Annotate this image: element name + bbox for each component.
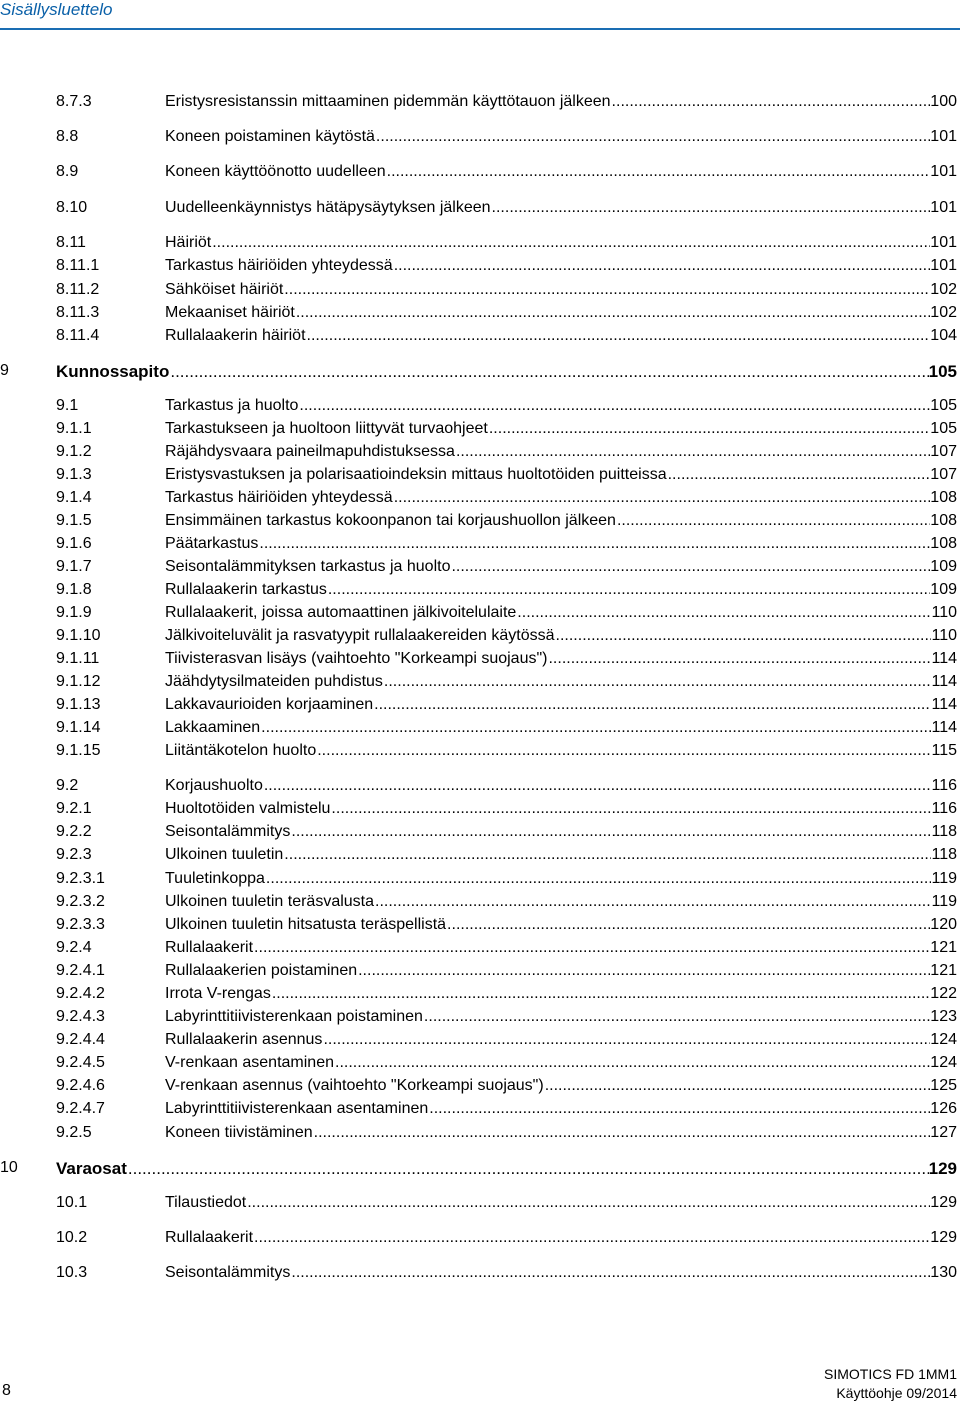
toc-entry-title: Tarkastus häiriöiden yhteydessä bbox=[165, 257, 393, 274]
toc-entry-title: Tarkastus ja huolto bbox=[165, 397, 299, 414]
toc-leader-dots bbox=[492, 199, 931, 217]
toc-entry-page: 127 bbox=[930, 1124, 957, 1141]
toc-entry[interactable] bbox=[0, 846, 960, 868]
toc-entry-title: Räjähdysvaara paineilmapuhdistuksessa bbox=[165, 443, 455, 460]
toc-entry[interactable] bbox=[0, 1194, 960, 1216]
toc-entry-page: 109 bbox=[930, 581, 957, 598]
toc-leader-dots bbox=[266, 870, 932, 888]
toc-leader-dots bbox=[284, 281, 930, 299]
toc-entry[interactable] bbox=[0, 362, 960, 384]
toc-entry-line bbox=[165, 962, 957, 980]
toc-entry-line bbox=[165, 420, 957, 438]
toc-entry[interactable] bbox=[0, 985, 960, 1007]
toc-leader-dots bbox=[254, 1229, 930, 1247]
toc-entry[interactable] bbox=[0, 581, 960, 603]
toc-entry[interactable] bbox=[0, 916, 960, 938]
toc-entry-line bbox=[165, 1054, 957, 1072]
toc-entry-page: 102 bbox=[930, 304, 957, 321]
toc-entry-title: V-renkaan asentaminen bbox=[165, 1054, 334, 1071]
toc-entry[interactable] bbox=[0, 466, 960, 488]
toc-entry-page: 107 bbox=[930, 466, 957, 483]
toc-entry-line bbox=[165, 581, 957, 599]
toc-entry-title: Tarkastus häiriöiden yhteydessä bbox=[165, 489, 393, 506]
toc-entry-number: 9.2.5 bbox=[56, 1124, 92, 1141]
toc-entry-line bbox=[165, 1077, 957, 1095]
toc-entry-number: 9.2.4.3 bbox=[56, 1008, 105, 1025]
toc-entry-line bbox=[165, 199, 957, 217]
toc-entry-title: Tuuletinkoppa bbox=[165, 870, 265, 887]
toc-entry-number: 9.1.5 bbox=[56, 512, 92, 529]
toc-entry-title: Koneen käyttöönotto uudelleen bbox=[165, 163, 386, 180]
toc-leader-dots bbox=[612, 93, 931, 111]
toc-entry-page: 101 bbox=[930, 163, 957, 180]
toc-entry-title: Labyrinttitiivisterenkaan asentaminen bbox=[165, 1100, 429, 1117]
toc-entry-line bbox=[56, 362, 957, 382]
header-divider bbox=[0, 28, 960, 30]
toc-entry[interactable] bbox=[0, 673, 960, 695]
toc-entry-title: V-renkaan asennus (vaihtoehto "Korkeampi suojaus") bbox=[165, 1077, 544, 1094]
toc-entry-title: Häiriöt bbox=[165, 234, 212, 251]
toc-entry-line bbox=[165, 535, 957, 553]
toc-entry-page: 121 bbox=[930, 962, 957, 979]
toc-entry-line bbox=[165, 604, 957, 622]
toc-entry-page: 110 bbox=[931, 627, 957, 644]
toc-entry[interactable] bbox=[0, 420, 960, 442]
toc-entry-title: Kunnossapito bbox=[56, 362, 170, 381]
toc-entry-number: 9.1.11 bbox=[56, 650, 100, 667]
toc-entry-line bbox=[165, 742, 957, 760]
toc-entry-title: Eristysvastuksen ja polarisaatioindeksin mittaus huoltotöiden puitteissa bbox=[165, 466, 667, 483]
toc-entry-number: 9.1.13 bbox=[56, 696, 101, 713]
toc-entry-title: Irrota V-rengas bbox=[165, 985, 271, 1002]
toc-entry[interactable] bbox=[0, 893, 960, 915]
toc-entry-number: 8.11 bbox=[56, 234, 86, 251]
toc-leader-dots bbox=[314, 1124, 931, 1142]
toc-entry-page: 130 bbox=[930, 1264, 957, 1281]
toc-entry-line bbox=[165, 512, 957, 530]
toc-entry-number: 9.2.2 bbox=[56, 823, 92, 840]
toc-entry-title: Ulkoinen tuuletin bbox=[165, 846, 284, 863]
toc-entry-title: Tiivisterasvan lisäys (vaihtoehto "Korkeampi suojaus") bbox=[165, 650, 548, 667]
toc-entry-number: 9.1.2 bbox=[56, 443, 92, 460]
toc-entry-title: Lakkavaurioiden korjaaminen bbox=[165, 696, 374, 713]
toc-leader-dots bbox=[170, 362, 928, 382]
toc-entry[interactable] bbox=[0, 1054, 960, 1076]
toc-leader-dots bbox=[617, 512, 930, 530]
toc-entry[interactable] bbox=[0, 281, 960, 303]
toc-entry-title: Sähköiset häiriöt bbox=[165, 281, 284, 298]
toc-entry-page: 108 bbox=[930, 512, 957, 529]
toc-leader-dots bbox=[259, 535, 930, 553]
toc-entry-number: 9.2.4.7 bbox=[56, 1100, 105, 1117]
toc-entry[interactable] bbox=[0, 234, 960, 256]
toc-leader-dots bbox=[376, 128, 930, 146]
toc-entry-page: 129 bbox=[930, 1194, 957, 1211]
toc-entry[interactable] bbox=[0, 512, 960, 534]
toc-entry-line bbox=[165, 128, 957, 146]
toc-entry[interactable] bbox=[0, 962, 960, 984]
toc-entry-line bbox=[165, 281, 957, 299]
toc-entry-line bbox=[165, 800, 957, 818]
toc-leader-dots bbox=[291, 823, 931, 841]
toc-entry-number: 8.11.4 bbox=[56, 327, 100, 344]
toc-leader-dots bbox=[556, 627, 932, 645]
toc-leader-dots bbox=[291, 1264, 930, 1282]
toc-entry[interactable] bbox=[0, 93, 960, 115]
toc-leader-dots bbox=[374, 696, 931, 714]
toc-leader-dots bbox=[429, 1100, 930, 1118]
toc-entry[interactable] bbox=[0, 199, 960, 221]
toc-entry-title: Seisontalämmitys bbox=[165, 1264, 291, 1281]
toc-entry-title: Uudelleenkäynnistys hätäpysäytyksen jälkeen bbox=[165, 199, 491, 216]
toc-entry-page: 124 bbox=[930, 1031, 957, 1048]
toc-leader-dots bbox=[264, 777, 932, 795]
toc-leader-dots bbox=[489, 420, 930, 438]
toc-entry-line bbox=[165, 304, 957, 322]
toc-entry-line bbox=[165, 1194, 957, 1212]
toc-entry-number: 9.2.3.1 bbox=[56, 870, 105, 887]
toc-entry-page: 105 bbox=[930, 420, 957, 437]
footer-page-number: 8 bbox=[2, 1382, 11, 1399]
toc-entry[interactable] bbox=[0, 823, 960, 845]
footer-doc-edition: Käyttöohje 09/2014 bbox=[836, 1385, 957, 1401]
toc-entry-page: 108 bbox=[930, 489, 957, 506]
toc-entry-number: 9.2.3 bbox=[56, 846, 92, 863]
toc-entry-page: 129 bbox=[928, 1159, 957, 1178]
toc-entry-page: 105 bbox=[930, 397, 957, 414]
toc-leader-dots bbox=[307, 327, 931, 345]
toc-entry-title: Ulkoinen tuuletin hitsatusta teräspellistä bbox=[165, 916, 447, 933]
toc-entry-number: 9.1.14 bbox=[56, 719, 101, 736]
toc-entry[interactable] bbox=[0, 304, 960, 326]
toc-entry-page: 119 bbox=[931, 870, 957, 887]
toc-entry[interactable] bbox=[0, 1159, 960, 1181]
toc-entry-number: 10 bbox=[0, 1159, 18, 1176]
toc-entry-line bbox=[165, 939, 957, 957]
toc-entry[interactable] bbox=[0, 1008, 960, 1030]
toc-entry-page: 124 bbox=[930, 1054, 957, 1071]
toc-entry-title: Rullalaakerit, joissa automaattinen jälkivoitelulaite bbox=[165, 604, 517, 621]
toc-entry-page: 104 bbox=[930, 327, 957, 344]
toc-entry-number: 9.1.10 bbox=[56, 627, 101, 644]
toc-entry-line bbox=[165, 1031, 957, 1049]
toc-leader-dots bbox=[128, 1159, 929, 1179]
toc-entry-line bbox=[165, 93, 957, 111]
toc-leader-dots bbox=[328, 581, 930, 599]
toc-entry-page: 115 bbox=[931, 742, 957, 759]
toc-entry-number: 9.1.7 bbox=[56, 558, 92, 575]
toc-entry-page: 126 bbox=[930, 1100, 957, 1117]
toc-entry-line bbox=[165, 1264, 957, 1282]
toc-entry-title: Korjaushuolto bbox=[165, 777, 263, 794]
toc-leader-dots bbox=[261, 719, 931, 737]
toc-entry-line bbox=[165, 673, 957, 691]
toc-entry-number: 9.1.15 bbox=[56, 742, 101, 759]
toc-entry-number: 10.2 bbox=[56, 1229, 88, 1246]
toc-leader-dots bbox=[247, 1194, 930, 1212]
toc-leader-dots bbox=[296, 304, 930, 322]
toc-entry[interactable] bbox=[0, 163, 960, 185]
toc-entry-line bbox=[56, 1159, 957, 1179]
toc-entry-number: 9.2.4.1 bbox=[56, 962, 105, 979]
toc-entry-page: 129 bbox=[930, 1229, 957, 1246]
toc-entry[interactable] bbox=[0, 870, 960, 892]
toc-entry-title: Rullalaakerin tarkastus bbox=[165, 581, 327, 598]
toc-entry-number: 9.1.6 bbox=[56, 535, 92, 552]
toc-entry-title: Päätarkastus bbox=[165, 535, 259, 552]
toc-leader-dots bbox=[212, 234, 930, 252]
toc-entry-line bbox=[165, 1124, 957, 1142]
toc-entry-page: 114 bbox=[931, 673, 957, 690]
toc-entry-line bbox=[165, 397, 957, 415]
toc-entry[interactable] bbox=[0, 128, 960, 150]
toc-entry-line bbox=[165, 870, 957, 888]
toc-entry-number: 9.1.1 bbox=[56, 420, 92, 437]
toc-entry-number: 8.8 bbox=[56, 128, 79, 145]
toc-entry-page: 120 bbox=[930, 916, 957, 933]
toc-leader-dots bbox=[358, 962, 930, 980]
toc-entry-page: 105 bbox=[928, 362, 957, 381]
toc-leader-dots bbox=[331, 800, 931, 818]
toc-entry-line bbox=[165, 916, 957, 934]
toc-entry-page: 116 bbox=[931, 800, 957, 817]
toc-entry-line bbox=[165, 777, 957, 795]
toc-entry-line bbox=[165, 650, 957, 668]
toc-entry[interactable] bbox=[0, 397, 960, 419]
toc-entry-line bbox=[165, 163, 957, 181]
toc-entry-number: 9.2.4 bbox=[56, 939, 92, 956]
toc-entry-line bbox=[165, 1008, 957, 1026]
toc-entry-number: 8.11.1 bbox=[56, 257, 100, 274]
toc-entry-line bbox=[165, 823, 957, 841]
toc-leader-dots bbox=[456, 443, 930, 461]
toc-leader-dots bbox=[384, 673, 932, 691]
toc-entry-page: 114 bbox=[931, 696, 957, 713]
toc-entry-number: 9.2.4.5 bbox=[56, 1054, 105, 1071]
toc-leader-dots bbox=[323, 1031, 930, 1049]
toc-entry-page: 114 bbox=[931, 719, 957, 736]
toc-entry-number: 9.2 bbox=[56, 777, 79, 794]
toc-entry[interactable] bbox=[0, 1264, 960, 1286]
toc-entry-title: Tarkastukseen ja huoltoon liittyvät turvaohjeet bbox=[165, 420, 488, 437]
toc-entry-page: 122 bbox=[930, 985, 957, 1002]
toc-entry[interactable] bbox=[0, 650, 960, 672]
toc-entry-page: 118 bbox=[931, 823, 957, 840]
toc-entry-page: 101 bbox=[930, 234, 957, 251]
toc-entry-line bbox=[165, 719, 957, 737]
toc-entry-number: 8.9 bbox=[56, 163, 79, 180]
toc-entry-page: 102 bbox=[930, 281, 957, 298]
toc-entry-title: Mekaaniset häiriöt bbox=[165, 304, 295, 321]
toc-entry[interactable] bbox=[0, 489, 960, 511]
toc-entry-line bbox=[165, 893, 957, 911]
toc-entry[interactable] bbox=[0, 1100, 960, 1122]
toc-entry-page: 109 bbox=[930, 558, 957, 575]
toc-entry-title: Koneen tiivistäminen bbox=[165, 1124, 313, 1141]
toc-entry[interactable] bbox=[0, 327, 960, 349]
toc-leader-dots bbox=[375, 893, 931, 911]
toc-leader-dots bbox=[545, 1077, 931, 1095]
toc-entry-line bbox=[165, 257, 957, 275]
toc-entry-line bbox=[165, 443, 957, 461]
toc-leader-dots bbox=[668, 466, 931, 484]
toc-leader-dots bbox=[387, 163, 931, 181]
toc-entry-number: 9.1.4 bbox=[56, 489, 92, 506]
toc-entry[interactable] bbox=[0, 939, 960, 961]
toc-entry[interactable] bbox=[0, 1229, 960, 1251]
toc-leader-dots bbox=[517, 604, 931, 622]
toc-entry-page: 119 bbox=[931, 893, 957, 910]
toc-entry-line bbox=[165, 489, 957, 507]
toc-entry-title: Seisontalämmitys bbox=[165, 823, 291, 840]
toc-leader-dots bbox=[284, 846, 931, 864]
toc-entry-page: 121 bbox=[930, 939, 957, 956]
toc-entry-number: 9.2.3.2 bbox=[56, 893, 105, 910]
toc-entry-number: 9.2.4.4 bbox=[56, 1031, 105, 1048]
toc-leader-dots bbox=[394, 489, 931, 507]
toc-entry[interactable] bbox=[0, 604, 960, 626]
toc-leader-dots bbox=[394, 257, 931, 275]
toc-leader-dots bbox=[272, 985, 930, 1003]
toc-entry-page: 114 bbox=[931, 650, 957, 667]
toc-entry-title: Tilaustiedot bbox=[165, 1194, 247, 1211]
toc-entry-number: 9.1.12 bbox=[56, 673, 101, 690]
toc-entry-title: Labyrinttitiivisterenkaan poistaminen bbox=[165, 1008, 423, 1025]
toc-entry-title: Ensimmäinen tarkastus kokoonpanon tai korjaushuollon jälkeen bbox=[165, 512, 616, 529]
footer-product: SIMOTICS FD 1MM1 bbox=[823, 1366, 957, 1382]
toc-entry-line bbox=[165, 558, 957, 576]
toc-entry-number: 9.1 bbox=[56, 397, 79, 414]
toc-entry[interactable] bbox=[0, 1124, 960, 1146]
toc-entry-title: Koneen poistaminen käytöstä bbox=[165, 128, 375, 145]
toc-leader-dots bbox=[317, 742, 931, 760]
toc-entry-line bbox=[165, 985, 957, 1003]
toc-entry-page: 101 bbox=[930, 199, 957, 216]
toc-entry-number: 9 bbox=[0, 362, 9, 379]
toc-entry-line bbox=[165, 627, 957, 645]
toc-entry-page: 116 bbox=[931, 777, 957, 794]
toc-entry-page: 118 bbox=[931, 846, 957, 863]
toc-leader-dots bbox=[424, 1008, 930, 1026]
toc-entry[interactable] bbox=[0, 696, 960, 718]
toc-entry-page: 123 bbox=[930, 1008, 957, 1025]
toc-entry[interactable] bbox=[0, 627, 960, 649]
toc-entry-title: Eristysresistanssin mittaaminen pidemmän käyttötauon jälkeen bbox=[165, 93, 611, 110]
toc-entry-title: Lakkaaminen bbox=[165, 719, 261, 736]
toc-entry[interactable] bbox=[0, 558, 960, 580]
toc-leader-dots bbox=[254, 939, 930, 957]
toc-entry-title: Huoltotöiden valmistelu bbox=[165, 800, 331, 817]
toc-entry-title: Ulkoinen tuuletin teräsvalusta bbox=[165, 893, 375, 910]
toc-entry[interactable] bbox=[0, 535, 960, 557]
toc-entry-title: Rullalaakerin asennus bbox=[165, 1031, 323, 1048]
toc-entry[interactable] bbox=[0, 257, 960, 279]
toc-entry-number: 8.7.3 bbox=[56, 93, 92, 110]
toc-entry-number: 9.2.4.2 bbox=[56, 985, 105, 1002]
toc-entry-title: Jälkivoiteluvälit ja rasvatyypit rullalaakereiden käytössä bbox=[165, 627, 555, 644]
toc-entry[interactable] bbox=[0, 1077, 960, 1099]
toc-entry-number: 8.10 bbox=[56, 199, 88, 216]
toc-leader-dots bbox=[451, 558, 930, 576]
toc-entry-page: 125 bbox=[930, 1077, 957, 1094]
toc-entry-title: Rullalaakerin häiriöt bbox=[165, 327, 306, 344]
toc-entry-number: 10.3 bbox=[56, 1264, 88, 1281]
toc-entry-number: 9.1.9 bbox=[56, 604, 92, 621]
toc-entry-page: 107 bbox=[930, 443, 957, 460]
toc-entry[interactable] bbox=[0, 443, 960, 465]
toc-entry[interactable] bbox=[0, 742, 960, 764]
toc-entry-title: Rullalaakerit bbox=[165, 1229, 254, 1246]
toc-entry-title: Rullalaakerien poistaminen bbox=[165, 962, 358, 979]
toc-entry[interactable] bbox=[0, 777, 960, 799]
toc-entry-number: 9.1.3 bbox=[56, 466, 92, 483]
toc-entry-number: 9.2.1 bbox=[56, 800, 92, 817]
toc-entry-line bbox=[165, 327, 957, 345]
toc-entry-title: Varaosat bbox=[56, 1159, 127, 1178]
page-header-title: Sisällysluettelo bbox=[0, 0, 113, 19]
toc-entry-line bbox=[165, 1100, 957, 1118]
toc-entry-line bbox=[165, 234, 957, 252]
toc-entry[interactable] bbox=[0, 719, 960, 741]
toc-leader-dots bbox=[299, 397, 930, 415]
toc-entry-number: 8.11.2 bbox=[56, 281, 100, 298]
toc-entry-line bbox=[165, 696, 957, 714]
toc-leader-dots bbox=[447, 916, 930, 934]
toc-entry-title: Seisontalämmityksen tarkastus ja huolto bbox=[165, 558, 451, 575]
toc-entry-title: Jäähdytysilmateiden puhdistus bbox=[165, 673, 383, 690]
toc-entry-page: 100 bbox=[930, 93, 957, 110]
toc-entry-line bbox=[165, 1229, 957, 1247]
toc-entry-title: Liitäntäkotelon huolto bbox=[165, 742, 317, 759]
toc-entry-number: 9.2.4.6 bbox=[56, 1077, 105, 1094]
toc-entry-line bbox=[165, 846, 957, 864]
toc-leader-dots bbox=[335, 1054, 930, 1072]
toc-leader-dots bbox=[548, 650, 931, 668]
toc-entry-page: 101 bbox=[930, 257, 957, 274]
footer-document-info bbox=[824, 1365, 957, 1403]
toc-entry-page: 101 bbox=[930, 128, 957, 145]
toc-entry[interactable] bbox=[0, 1031, 960, 1053]
toc-entry-number: 9.2.3.3 bbox=[56, 916, 105, 933]
toc-entry[interactable] bbox=[0, 800, 960, 822]
toc-entry-number: 9.1.8 bbox=[56, 581, 92, 598]
toc-entry-number: 8.11.3 bbox=[56, 304, 100, 321]
toc-entry-title: Rullalaakerit bbox=[165, 939, 254, 956]
toc-entry-page: 110 bbox=[931, 604, 957, 621]
toc-entry-number: 10.1 bbox=[56, 1194, 88, 1211]
toc-entry-page: 108 bbox=[930, 535, 957, 552]
toc-entry-line bbox=[165, 466, 957, 484]
